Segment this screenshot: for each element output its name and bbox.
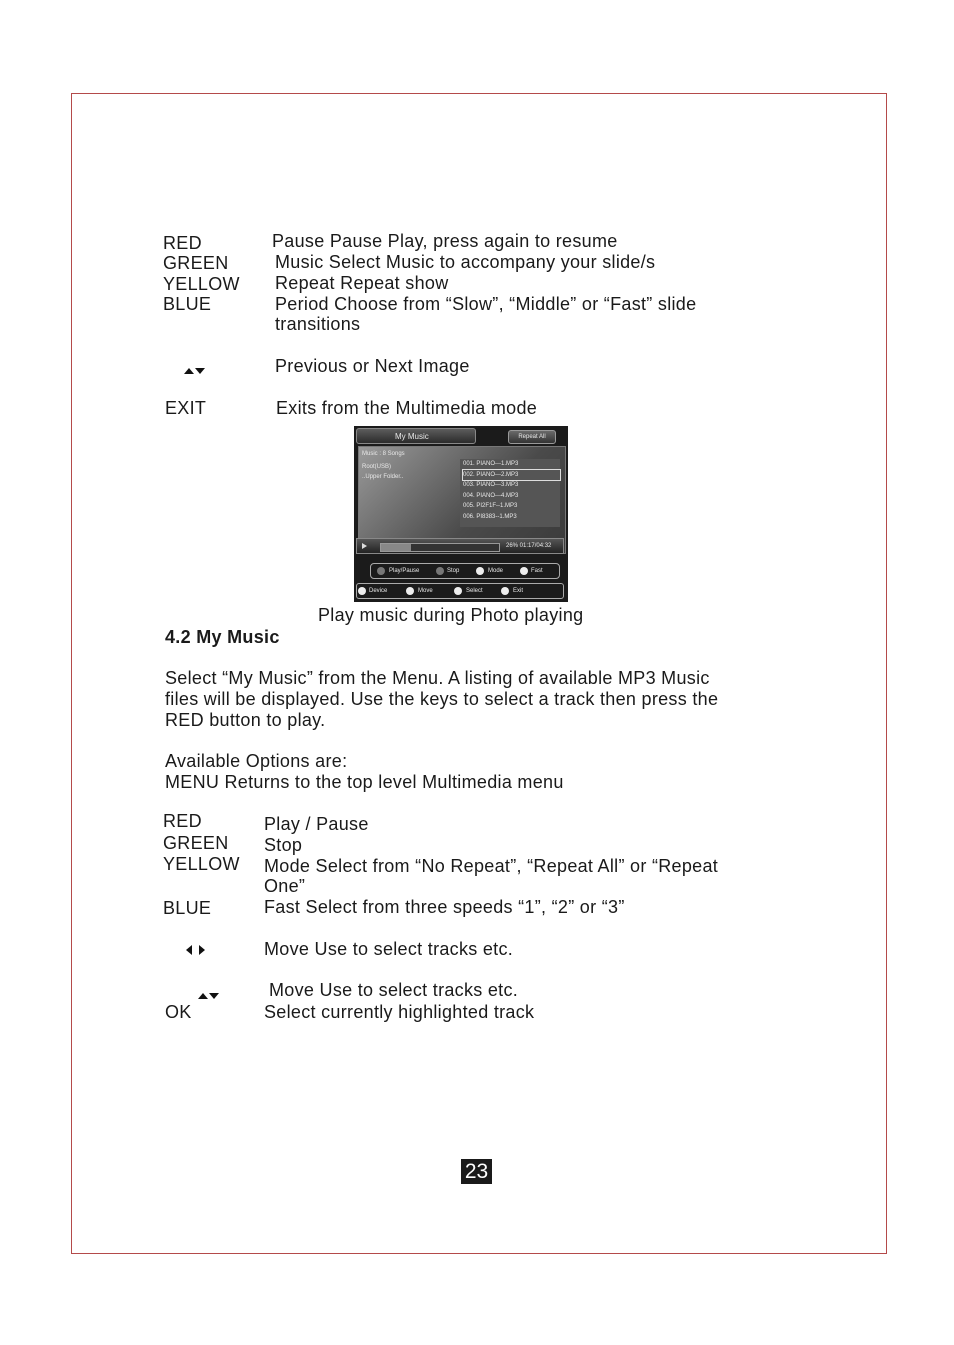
key-yellow: YELLOW bbox=[163, 274, 240, 294]
nav-move: Move bbox=[418, 588, 433, 594]
key-red-desc: Pause Pause Play, press again to resume bbox=[272, 231, 618, 251]
ctrl-stop: Stop bbox=[447, 568, 460, 574]
move-icon bbox=[406, 587, 414, 595]
intro-line-3: RED button to play. bbox=[165, 710, 326, 730]
nav-device: Device bbox=[369, 588, 388, 594]
up-down-arrows-icon bbox=[198, 986, 219, 1004]
options-heading: Available Options are: bbox=[165, 751, 348, 771]
page-number: 23 bbox=[461, 1159, 492, 1184]
updown-desc: Previous or Next Image bbox=[275, 356, 470, 376]
select-icon bbox=[454, 587, 462, 595]
key-yellow-2-desc-cont: One” bbox=[264, 876, 306, 896]
key-blue-desc-cont: transitions bbox=[275, 314, 361, 334]
screenshot-track-list bbox=[460, 459, 560, 527]
screenshot-song-count: Music : 8 Songs bbox=[362, 451, 405, 457]
screenshot-folder-up: ..Upper Folder.. bbox=[362, 474, 404, 480]
updown-2-desc: Move Use to select tracks etc. bbox=[269, 980, 519, 1000]
screenshot-progress-fill bbox=[381, 544, 411, 551]
nav-exit: Exit bbox=[513, 588, 524, 594]
leftright-desc: Move Use to select tracks etc. bbox=[264, 939, 514, 959]
key-yellow-2: YELLOW bbox=[163, 854, 240, 874]
ctrl-play-pause: Play/Pause bbox=[389, 568, 420, 574]
red-dot-icon bbox=[377, 567, 385, 575]
key-red-2-desc: Play / Pause bbox=[264, 814, 369, 834]
screenshot-folder-root: Root(USB) bbox=[362, 464, 392, 470]
key-yellow-desc: Repeat Repeat show bbox=[275, 273, 449, 293]
screenshot-title: My Music bbox=[356, 428, 476, 444]
nav-select: Select bbox=[466, 588, 483, 594]
key-blue: BLUE bbox=[163, 294, 212, 314]
key-red: RED bbox=[163, 233, 202, 253]
device-icon bbox=[358, 587, 366, 595]
screenshot-repeat-button: Repeat All bbox=[508, 430, 556, 444]
key-blue-desc: Period Choose from “Slow”, “Middle” or “Fast” slide bbox=[275, 294, 697, 314]
exit-icon bbox=[501, 587, 509, 595]
intro-line-1: Select “My Music” from the Menu. A listing of available MP3 Music bbox=[165, 668, 710, 688]
screenshot-track-selected: 002. PIANO---2.MP3 bbox=[463, 470, 560, 481]
key-exit: EXIT bbox=[165, 398, 207, 418]
key-ok-desc: Select currently highlighted track bbox=[264, 1002, 535, 1022]
blue-dot-icon bbox=[520, 567, 528, 575]
screenshot-folders bbox=[362, 462, 403, 482]
screenshot-track: 003. PIANO---3.MP3 bbox=[463, 482, 519, 488]
ctrl-mode: Mode bbox=[488, 568, 504, 574]
green-dot-icon bbox=[436, 567, 444, 575]
screenshot-caption: Play music during Photo playing bbox=[318, 605, 584, 625]
key-exit-desc: Exits from the Multimedia mode bbox=[276, 398, 538, 418]
intro-line-2: files will be displayed. Use the keys to select a track then press the bbox=[165, 689, 719, 709]
key-green-2-desc: Stop bbox=[264, 835, 303, 855]
screenshot-track: 001. PIANO---1.MP3 bbox=[463, 461, 519, 467]
screenshot-time: 26% 01:17/04:32 bbox=[506, 543, 552, 549]
key-green-2: GREEN bbox=[163, 833, 229, 853]
my-music-screenshot bbox=[354, 426, 568, 602]
key-green: GREEN bbox=[163, 253, 229, 273]
key-red-2: RED bbox=[163, 811, 202, 831]
up-down-arrows-icon bbox=[184, 361, 205, 379]
section-title: 4.2 My Music bbox=[165, 627, 280, 647]
ctrl-fast: Fast bbox=[531, 568, 543, 574]
screenshot-track: 004. PIANO---4.MP3 bbox=[463, 492, 519, 499]
key-blue-2-desc: Fast Select from three speeds “1”, “2” or “3” bbox=[264, 897, 625, 917]
play-icon bbox=[362, 543, 367, 549]
key-yellow-2-desc: Mode Select from “No Repeat”, “Repeat All” or “Repeat bbox=[264, 856, 719, 876]
key-ok: OK bbox=[165, 1002, 192, 1022]
yellow-dot-icon bbox=[476, 567, 484, 575]
left-right-arrows-icon bbox=[186, 942, 205, 960]
key-blue-2: BLUE bbox=[163, 898, 212, 918]
screenshot-track: 006. PI8383--1.MP3 bbox=[463, 513, 517, 520]
screenshot-track: 005. PI2F1F--1.MP3 bbox=[463, 503, 518, 509]
menu-line: MENU Returns to the top level Multimedia menu bbox=[165, 772, 564, 792]
key-green-desc: Music Select Music to accompany your slide/s bbox=[275, 252, 656, 272]
